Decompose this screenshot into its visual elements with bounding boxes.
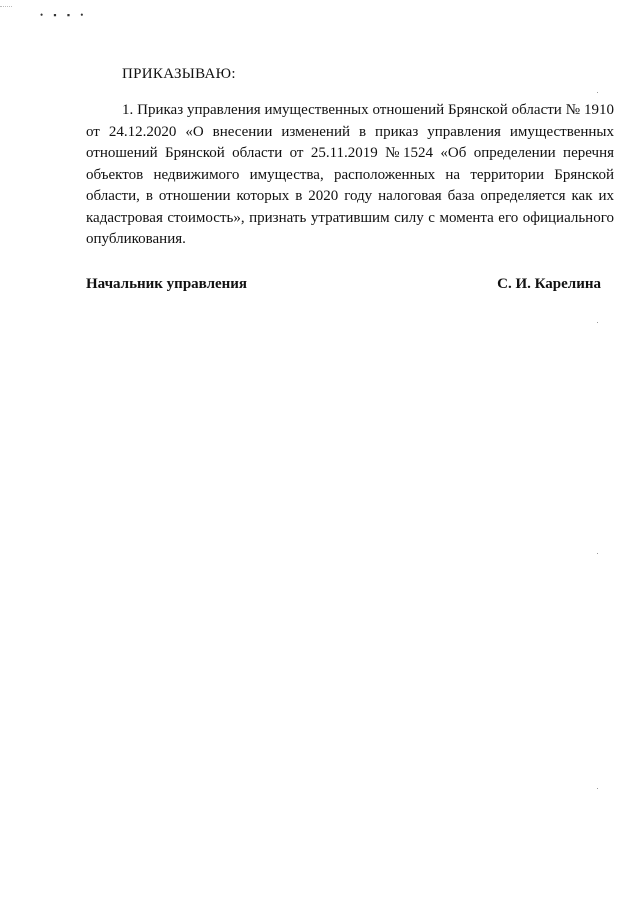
scan-speck (597, 788, 598, 789)
scan-speck (597, 322, 598, 323)
scan-artifact-marks: • ▪ ▪ • (40, 10, 88, 20)
scan-speck (597, 92, 598, 93)
signatory-position: Начальник управления (86, 276, 248, 292)
order-item-1: 1. Приказ управления имущественных отношений Брянской области № 1910 от 24.12.2020 «О внесении изменений в приказ управления имущественных отношений Брянской области от 25.11.2019 №1524 «Об определении перечня объектов недвижимого имущества, расположенных на территории Брянской области, в отношении которых в 2020 году налоговая база определяется как их кадастровая стоимость», признать утратившим силу с момента его официального опубликования. (86, 102, 614, 247)
scan-speck (597, 553, 598, 554)
scan-corner-mark (0, 0, 12, 7)
order-heading: ПРИКАЗЫВАЮ: (122, 66, 236, 82)
signature-block (86, 276, 601, 293)
signatory-name: С. И. Карелина (497, 276, 601, 292)
